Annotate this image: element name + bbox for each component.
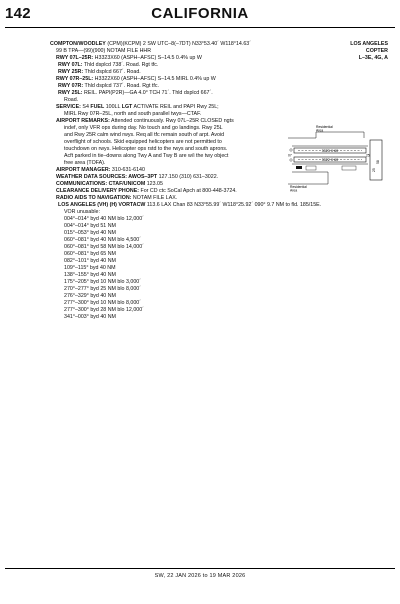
comms-label: COMMUNICATIONS: CTAF/UNICOM	[56, 181, 146, 187]
page-number: 142	[5, 5, 31, 22]
runway-line	[50, 62, 342, 69]
vor-unusable: VOR unusable:	[64, 209, 100, 215]
runway-end-07: 07	[288, 153, 292, 158]
runway-label: RWY 25L:	[58, 90, 83, 96]
runway-line	[50, 83, 342, 90]
region-line-1: LOS ANGELES	[350, 41, 388, 47]
remarks-line: Acft parked in tie–downs along Twy A and Twy B are w/i the twy object	[64, 153, 229, 159]
beacon-icon	[290, 159, 292, 161]
vor-restriction-line: 060°–081° byd 65 NM	[64, 251, 116, 257]
vor-restriction-line: 138°–155° byd 40 NM	[64, 272, 116, 278]
runway-text: Thld dsplcd 737´. Road. Rgt tfc.	[83, 83, 159, 89]
vor-restrictions	[50, 216, 342, 321]
side-number-58: 58	[376, 160, 380, 164]
windsock-icon	[290, 149, 292, 151]
runway-line	[50, 69, 342, 76]
airport-diagram	[286, 124, 386, 204]
weather-text: 127.150 (310) 631–3022.	[157, 174, 219, 180]
remarks-line: overflight of schools. Skid equipped helicopters are not permitted to	[64, 139, 222, 145]
runway-text: Thld dsplcd 738´. Road. Rgt tfc.	[82, 62, 159, 68]
runway-text: H3323X60 (ASPH–AFSC) S–14.5 0.4% up W	[93, 55, 202, 61]
remarks-line: indef, only VFR ops during day. No touch and go landings. Rwy 25L	[64, 125, 223, 131]
residential-label-bottom-2: Area	[290, 188, 298, 193]
residential-label-top: Residential	[316, 125, 333, 129]
header-rule	[5, 27, 395, 28]
building	[296, 166, 302, 169]
vor-restriction-line: 277°–300° byd 10 NM blo 8,000´	[64, 300, 141, 306]
runway-label: RWY 07L–25R:	[56, 55, 94, 61]
runway-end-25: 25	[366, 153, 370, 158]
runway-top-dimension: 3323 X 60	[321, 149, 339, 154]
vor-restriction-line: 276°–329° byd 40 NM	[64, 293, 116, 299]
vor-restriction-line: 015°–053° byd 40 NM	[64, 230, 116, 236]
region-line-3: L–3E, 4G, A	[358, 55, 388, 61]
weather-label: WEATHER DATA SOURCES: AWOS–3PT	[56, 174, 158, 180]
vor-restriction-line: 060°–081° byd 58 NM blo 14,000´	[64, 244, 144, 250]
state-title: CALIFORNIA	[151, 5, 249, 22]
lighting-label: LGT	[121, 104, 133, 110]
vor-restriction-line: 082°–101° byd 40 NM	[64, 258, 116, 264]
runway-text: Thld dsplcd 667´. Road.	[83, 69, 141, 75]
runway-25l-continuation: Road.	[64, 97, 79, 103]
service-line	[50, 104, 342, 111]
remarks-line: Attended continuously. Rwy 07L–25R CLOSED ngts	[109, 118, 234, 124]
runway-label: RWY 07R:	[58, 83, 84, 89]
runway-block	[50, 55, 342, 97]
runway-label: RWY 07L:	[58, 62, 83, 68]
remarks-line: touchdown on rwys. Helicopter ops rstd to the rwys and south aprons.	[64, 146, 228, 152]
manager-label: AIRPORT MANAGER:	[56, 167, 111, 173]
vor-restriction-line: 341°–003° byd 40 NM	[64, 314, 116, 320]
remarks-line: and Rwy 25R calm wind rwys. Req all tfc remain south of arpt. Avoid	[64, 132, 225, 138]
residential-boundary-bottom	[288, 172, 328, 184]
vor-restriction-line: 004°–014° byd 40 NM blo 12,000´	[64, 216, 144, 222]
footer-rule	[5, 568, 395, 569]
fuel-text: 100LL	[104, 104, 122, 110]
manager-phone: 310-631-6140	[110, 167, 145, 173]
vor-restriction-line: 004°–014° byd 51 NM	[64, 223, 116, 229]
vor-restriction-line: 270°–277° byd 25 NM blo 8,000´	[64, 286, 141, 292]
airport-id: (CPM)(KCPM) 2 SW UTC–8(–7DT) N33°53.40´ W118°14.63´	[107, 41, 251, 47]
apron	[342, 166, 356, 170]
vor-restriction-line: 109°–115° byd 40 NM	[64, 265, 116, 271]
runway-line	[50, 76, 342, 83]
region-line-2: COPTER	[365, 48, 388, 54]
runway-text: H3322X60 (ASPH–AFSC) S–14.5 MIRL 0.4% up W	[93, 76, 216, 82]
clearance-text: For CD ctc SoCal Apch at 800-448-3724.	[139, 188, 237, 194]
airport-elevation-line: 99 B TPA—(99)(900) NOTAM FILE HHR	[56, 48, 152, 54]
runway-line	[50, 55, 342, 62]
remarks-line: free area (TOFA).	[64, 160, 106, 166]
airport-diagram-svg	[286, 124, 386, 204]
radio-label: RADIO AIDS TO NAVIGATION:	[56, 195, 132, 201]
vortac-text: 113.6 LAX Chan 83 N33°55.99´ W118°25.92´ 090° 9.7 NM to fld. 185/15E.	[145, 202, 322, 208]
residential-boundary-top	[288, 132, 364, 138]
region-block	[350, 41, 388, 62]
residential-label-top-2: Area	[316, 128, 324, 133]
airport-name: COMPTON/WOODLEY	[50, 41, 106, 47]
vor-restriction-line: 060°–081° byd 40 NM blo 4,500´	[64, 237, 141, 243]
runway-text: REIL. PAPI(P2R)—GA 4.0° TCH 71´. Thld dsplcd 667´.	[82, 90, 213, 96]
runway-bottom-dimension: 3322 X 60	[321, 158, 339, 163]
clearance-label: CLEARANCE DELIVERY PHONE:	[56, 188, 139, 194]
right-frame	[370, 140, 382, 180]
lighting-text: ACTIVATE REIL and PAPI Rwy 25L;	[132, 104, 219, 110]
runway-line	[50, 90, 342, 97]
apron	[306, 166, 316, 170]
runway-label: RWY 25R:	[58, 69, 84, 75]
remarks-label: AIRPORT REMARKS:	[56, 118, 110, 124]
comms-text: 123.05	[145, 181, 163, 187]
radio-text: NOTAM FILE LAX.	[131, 195, 178, 201]
runway-label: RWY 07R–25L:	[56, 76, 94, 82]
airport-id-line	[50, 41, 342, 48]
fuel-label: FUEL	[90, 104, 105, 110]
service-label: SERVICE:	[56, 104, 81, 110]
vortac-label: LOS ANGELES (VH) (H) VORTACW	[58, 202, 146, 208]
residential-label-bottom: Residential	[290, 185, 307, 189]
service-continuation: MIRL Rwy 07R–25L, north and south parallel twys—CTAF.	[64, 111, 202, 117]
vor-restriction-line: 175°–205° byd 10 NM blo 3,000´	[64, 279, 141, 285]
vor-restriction-line: 277°–300° byd 28 NM blo 12,000´	[64, 307, 144, 313]
effective-dates: SW, 22 JAN 2026 to 19 MAR 2026	[154, 573, 246, 579]
service-text: S4	[80, 104, 91, 110]
side-number-25: 25	[372, 168, 376, 172]
